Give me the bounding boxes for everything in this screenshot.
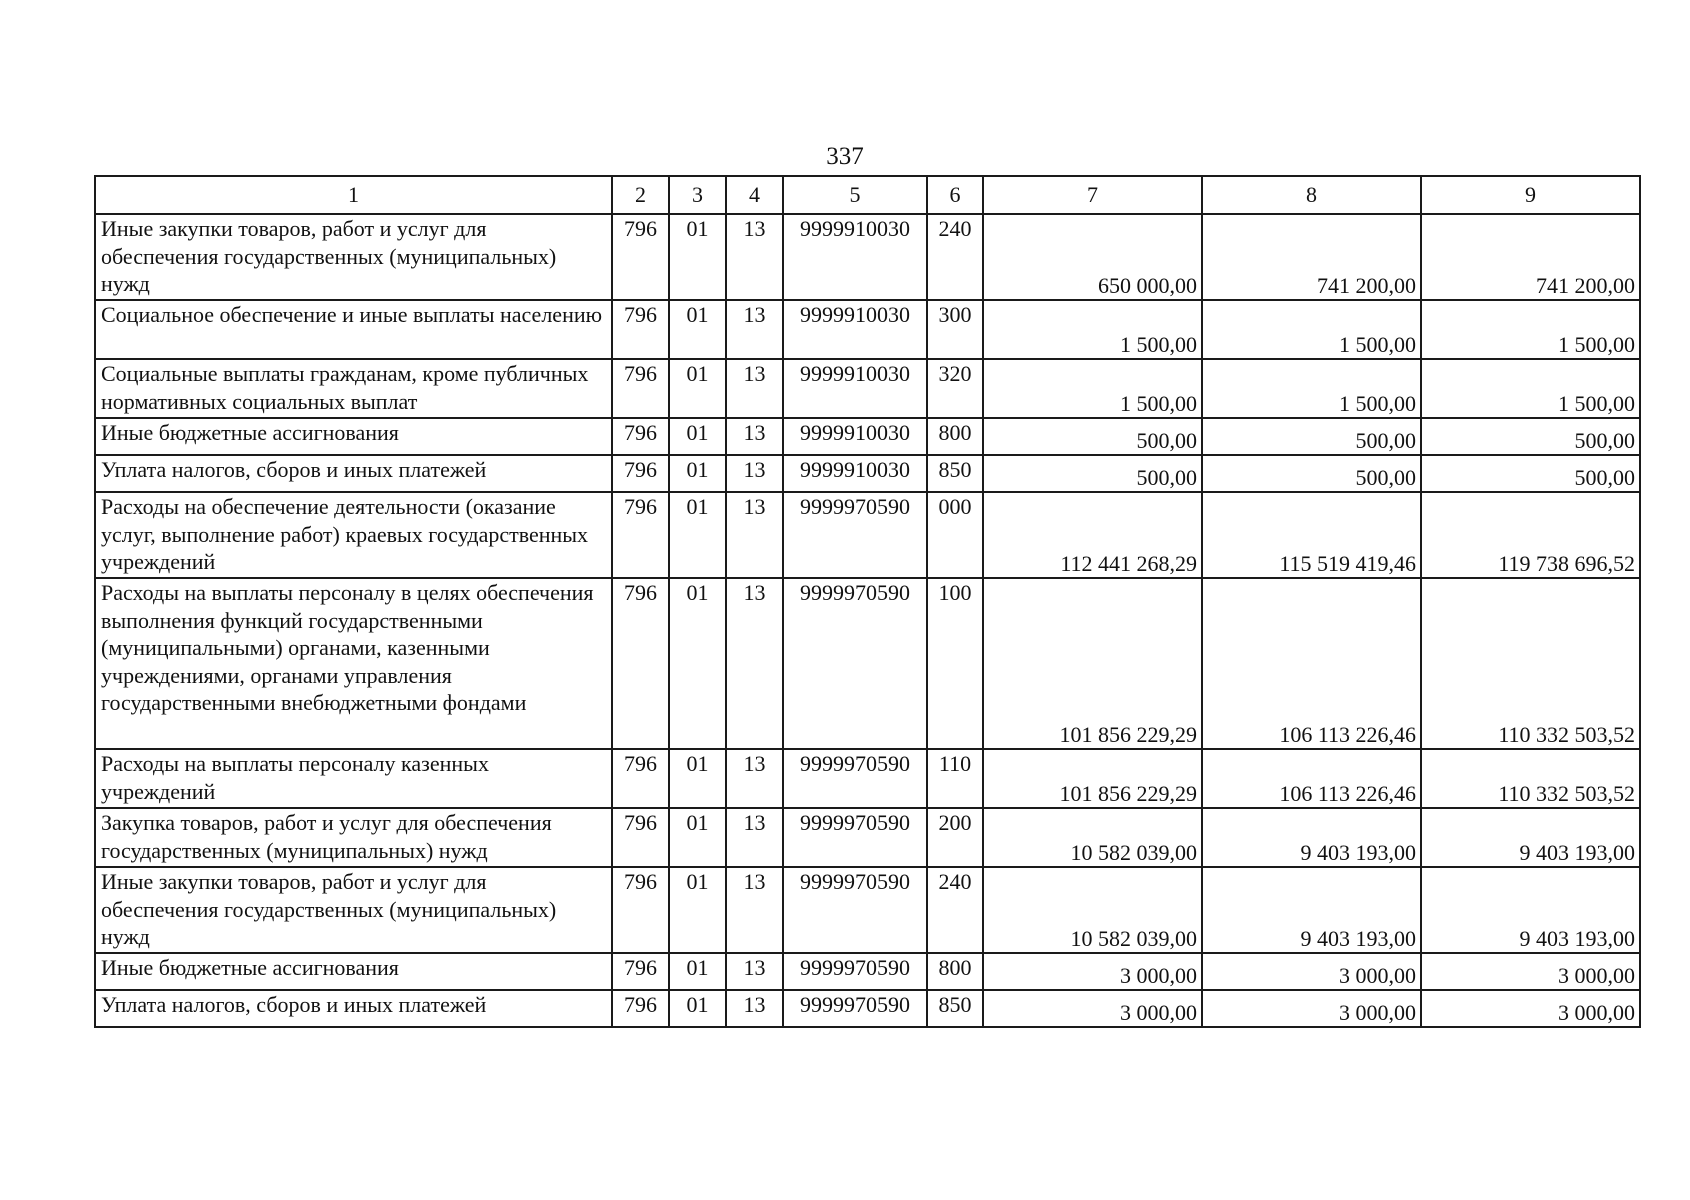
amount-col9: 3 000,00 bbox=[1421, 953, 1640, 990]
header-row bbox=[95, 176, 1640, 214]
target-article-code: 9999970590 bbox=[783, 867, 927, 953]
amount-col9: 500,00 bbox=[1421, 455, 1640, 492]
amount-col8: 9 403 193,00 bbox=[1202, 867, 1421, 953]
amount-col7: 650 000,00 bbox=[983, 214, 1202, 300]
ministry-code: 796 bbox=[612, 867, 669, 953]
budget-table bbox=[94, 175, 1641, 1028]
expense-name: Иные закупки товаров, работ и услуг для обеспечения государственных (муниципальных) нужд bbox=[95, 214, 612, 300]
expense-name: Расходы на выплаты персоналу казенных учреждений bbox=[95, 749, 612, 808]
subsection-code: 13 bbox=[726, 359, 783, 418]
table-row bbox=[95, 214, 1640, 300]
table-row bbox=[95, 300, 1640, 359]
header-cell-2: 2 bbox=[612, 176, 669, 214]
ministry-code: 796 bbox=[612, 300, 669, 359]
expense-type-code: 800 bbox=[927, 953, 983, 990]
table-row bbox=[95, 953, 1640, 990]
expense-name: Социальное обеспечение и иные выплаты населению bbox=[95, 300, 612, 359]
target-article-code: 9999970590 bbox=[783, 808, 927, 867]
table-row bbox=[95, 455, 1640, 492]
amount-col9: 3 000,00 bbox=[1421, 990, 1640, 1027]
amount-col8: 106 113 226,46 bbox=[1202, 578, 1421, 749]
amount-col8: 115 519 419,46 bbox=[1202, 492, 1421, 578]
amount-col8: 3 000,00 bbox=[1202, 953, 1421, 990]
amount-col8: 1 500,00 bbox=[1202, 359, 1421, 418]
section-code: 01 bbox=[669, 953, 726, 990]
target-article-code: 9999970590 bbox=[783, 749, 927, 808]
table-row bbox=[95, 418, 1640, 455]
expense-name: Иные закупки товаров, работ и услуг для обеспечения государственных (муниципальных) нужд bbox=[95, 867, 612, 953]
amount-col7: 1 500,00 bbox=[983, 359, 1202, 418]
expense-type-code: 320 bbox=[927, 359, 983, 418]
expense-name: Уплата налогов, сборов и иных платежей bbox=[95, 455, 612, 492]
ministry-code: 796 bbox=[612, 418, 669, 455]
amount-col9: 9 403 193,00 bbox=[1421, 808, 1640, 867]
target-article-code: 9999910030 bbox=[783, 214, 927, 300]
amount-col9: 1 500,00 bbox=[1421, 359, 1640, 418]
table-row bbox=[95, 578, 1640, 749]
amount-col9: 1 500,00 bbox=[1421, 300, 1640, 359]
expense-name: Закупка товаров, работ и услуг для обеспечения государственных (муниципальных) нужд bbox=[95, 808, 612, 867]
ministry-code: 796 bbox=[612, 749, 669, 808]
target-article-code: 9999910030 bbox=[783, 455, 927, 492]
expense-name: Расходы на обеспечение деятельности (оказание услуг, выполнение работ) краевых государственных учреждений bbox=[95, 492, 612, 578]
subsection-code: 13 bbox=[726, 578, 783, 749]
header-cell-3: 3 bbox=[669, 176, 726, 214]
header-cell-9: 9 bbox=[1421, 176, 1640, 214]
subsection-code: 13 bbox=[726, 300, 783, 359]
ministry-code: 796 bbox=[612, 578, 669, 749]
amount-col7: 1 500,00 bbox=[983, 300, 1202, 359]
table-row bbox=[95, 808, 1640, 867]
amount-col7: 3 000,00 bbox=[983, 953, 1202, 990]
subsection-code: 13 bbox=[726, 990, 783, 1027]
subsection-code: 13 bbox=[726, 953, 783, 990]
amount-col7: 101 856 229,29 bbox=[983, 578, 1202, 749]
amount-col8: 106 113 226,46 bbox=[1202, 749, 1421, 808]
amount-col8: 741 200,00 bbox=[1202, 214, 1421, 300]
header-cell-4: 4 bbox=[726, 176, 783, 214]
ministry-code: 796 bbox=[612, 455, 669, 492]
amount-col8: 1 500,00 bbox=[1202, 300, 1421, 359]
target-article-code: 9999970590 bbox=[783, 953, 927, 990]
amount-col7: 10 582 039,00 bbox=[983, 867, 1202, 953]
amount-col7: 3 000,00 bbox=[983, 990, 1202, 1027]
section-code: 01 bbox=[669, 578, 726, 749]
table-row bbox=[95, 990, 1640, 1027]
amount-col9: 119 738 696,52 bbox=[1421, 492, 1640, 578]
section-code: 01 bbox=[669, 808, 726, 867]
header-cell-1: 1 bbox=[95, 176, 612, 214]
expense-type-code: 100 bbox=[927, 578, 983, 749]
header-cell-8: 8 bbox=[1202, 176, 1421, 214]
subsection-code: 13 bbox=[726, 418, 783, 455]
subsection-code: 13 bbox=[726, 455, 783, 492]
amount-col8: 500,00 bbox=[1202, 455, 1421, 492]
expense-type-code: 300 bbox=[927, 300, 983, 359]
section-code: 01 bbox=[669, 418, 726, 455]
amount-col8: 3 000,00 bbox=[1202, 990, 1421, 1027]
target-article-code: 9999910030 bbox=[783, 359, 927, 418]
amount-col8: 9 403 193,00 bbox=[1202, 808, 1421, 867]
section-code: 01 bbox=[669, 749, 726, 808]
expense-type-code: 000 bbox=[927, 492, 983, 578]
target-article-code: 9999970590 bbox=[783, 492, 927, 578]
expense-type-code: 240 bbox=[927, 867, 983, 953]
section-code: 01 bbox=[669, 300, 726, 359]
table-row bbox=[95, 359, 1640, 418]
ministry-code: 796 bbox=[612, 990, 669, 1027]
expense-name: Уплата налогов, сборов и иных платежей bbox=[95, 990, 612, 1027]
page-number: 337 bbox=[826, 143, 864, 170]
amount-col7: 112 441 268,29 bbox=[983, 492, 1202, 578]
expense-name: Иные бюджетные ассигнования bbox=[95, 953, 612, 990]
target-article-code: 9999910030 bbox=[783, 300, 927, 359]
expense-type-code: 850 bbox=[927, 455, 983, 492]
header-cell-6: 6 bbox=[927, 176, 983, 214]
table-row bbox=[95, 867, 1640, 953]
ministry-code: 796 bbox=[612, 808, 669, 867]
ministry-code: 796 bbox=[612, 359, 669, 418]
ministry-code: 796 bbox=[612, 953, 669, 990]
expense-type-code: 200 bbox=[927, 808, 983, 867]
amount-col8: 500,00 bbox=[1202, 418, 1421, 455]
section-code: 01 bbox=[669, 492, 726, 578]
table-row bbox=[95, 492, 1640, 578]
amount-col9: 9 403 193,00 bbox=[1421, 867, 1640, 953]
expense-name: Социальные выплаты гражданам, кроме публичных нормативных социальных выплат bbox=[95, 359, 612, 418]
section-code: 01 bbox=[669, 867, 726, 953]
subsection-code: 13 bbox=[726, 492, 783, 578]
target-article-code: 9999970590 bbox=[783, 578, 927, 749]
section-code: 01 bbox=[669, 455, 726, 492]
section-code: 01 bbox=[669, 359, 726, 418]
target-article-code: 9999970590 bbox=[783, 990, 927, 1027]
subsection-code: 13 bbox=[726, 867, 783, 953]
subsection-code: 13 bbox=[726, 749, 783, 808]
amount-col9: 110 332 503,52 bbox=[1421, 749, 1640, 808]
section-code: 01 bbox=[669, 990, 726, 1027]
amount-col7: 500,00 bbox=[983, 455, 1202, 492]
amount-col9: 110 332 503,52 bbox=[1421, 578, 1640, 749]
ministry-code: 796 bbox=[612, 214, 669, 300]
header-cell-5: 5 bbox=[783, 176, 927, 214]
target-article-code: 9999910030 bbox=[783, 418, 927, 455]
expense-type-code: 110 bbox=[927, 749, 983, 808]
expense-type-code: 850 bbox=[927, 990, 983, 1027]
expense-name: Иные бюджетные ассигнования bbox=[95, 418, 612, 455]
expense-type-code: 240 bbox=[927, 214, 983, 300]
amount-col9: 741 200,00 bbox=[1421, 214, 1640, 300]
ministry-code: 796 bbox=[612, 492, 669, 578]
header-cell-7: 7 bbox=[983, 176, 1202, 214]
amount-col7: 10 582 039,00 bbox=[983, 808, 1202, 867]
amount-col7: 101 856 229,29 bbox=[983, 749, 1202, 808]
section-code: 01 bbox=[669, 214, 726, 300]
subsection-code: 13 bbox=[726, 808, 783, 867]
amount-col7: 500,00 bbox=[983, 418, 1202, 455]
subsection-code: 13 bbox=[726, 214, 783, 300]
expense-type-code: 800 bbox=[927, 418, 983, 455]
table-row bbox=[95, 749, 1640, 808]
amount-col9: 500,00 bbox=[1421, 418, 1640, 455]
expense-name: Расходы на выплаты персоналу в целях обеспечения выполнения функций государственными (муниципальными) органами, казенными учреждениями, органами управления государственными внебюджетными фондами bbox=[95, 578, 612, 749]
